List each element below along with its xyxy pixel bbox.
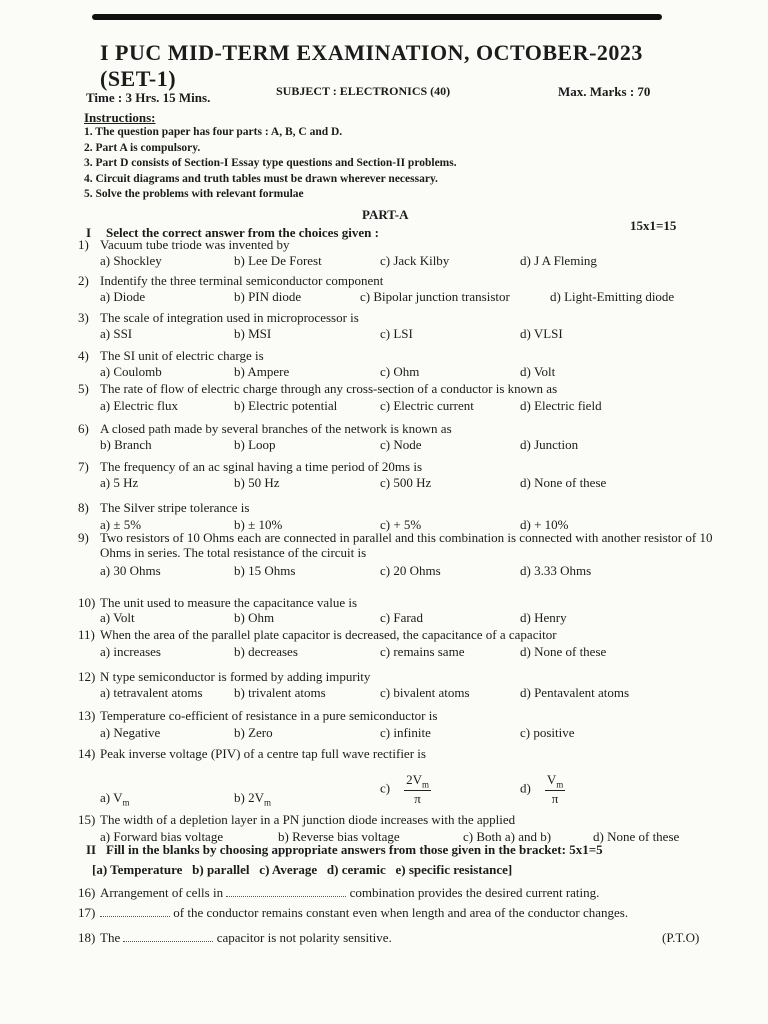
answer-option[interactable] xyxy=(100,790,130,808)
answer-option-label: a) tetravalent atoms xyxy=(100,685,203,700)
answer-option[interactable] xyxy=(380,725,431,741)
answer-option[interactable] xyxy=(520,437,578,453)
answer-option[interactable] xyxy=(100,326,132,342)
answer-option[interactable] xyxy=(234,437,276,453)
answer-option-label: c) positive xyxy=(520,725,575,740)
fraction-numerator: V xyxy=(546,772,557,787)
answer-option-label: c) 500 Hz xyxy=(380,475,432,490)
instruction-item: 2. Part A is compulsory. xyxy=(84,142,201,154)
answer-option-label: a) 30 Ohms xyxy=(100,563,161,578)
answer-option-label: b) Ampere xyxy=(234,364,290,379)
answer-option[interactable] xyxy=(100,563,161,579)
answer-option-label: c) + 5% xyxy=(380,517,422,532)
answer-option[interactable] xyxy=(100,475,138,491)
answer-option[interactable] xyxy=(520,685,629,701)
answer-option-label: d) None of these xyxy=(520,644,607,659)
answer-option[interactable] xyxy=(234,326,271,342)
instruction-item: 3. Part D consists of Section-I Essay type questions and Section-II problems. xyxy=(84,157,457,169)
answer-option[interactable] xyxy=(520,725,575,741)
answer-option-label: a) 5 Hz xyxy=(100,475,139,490)
answer-option[interactable] xyxy=(520,326,563,342)
answer-option[interactable] xyxy=(234,398,337,414)
fill-text-after: of the conductor remains constant even when length and area of the conductor changes. xyxy=(173,905,629,920)
answer-option[interactable] xyxy=(234,364,289,380)
answer-option[interactable] xyxy=(380,398,474,414)
instructions-heading: Instructions: xyxy=(84,110,156,125)
answer-option-label: a) Coulomb xyxy=(100,364,162,379)
answer-option-label: a) increases xyxy=(100,644,161,659)
question-number: 2) xyxy=(78,273,89,288)
answer-option-label: a) V xyxy=(100,790,123,805)
fill-text-after: capacitor is not polarity sensitive. xyxy=(216,930,392,945)
exam-title: I PUC MID-TERM EXAMINATION, OCTOBER-2023 (SET-1) xyxy=(100,40,643,91)
top-border-bar xyxy=(92,14,662,20)
answer-option-label: a) Negative xyxy=(100,725,161,740)
answer-option[interactable] xyxy=(234,253,322,269)
section-1-instruction: Select the correct answer from the choices given : xyxy=(106,225,379,240)
answer-option-label: a) Forward bias voltage xyxy=(100,829,224,844)
page-turn-note: (P.T.O) xyxy=(662,930,700,945)
answer-option-label: c) xyxy=(380,780,391,796)
answer-option-label: c) Electric current xyxy=(380,398,474,413)
answer-option-label: d) xyxy=(520,780,531,796)
section-1-marks: 15x1=15 xyxy=(630,218,677,233)
answer-option-label: a) SSI xyxy=(100,326,133,341)
question-text: The width of a depletion layer in a PN junction diode increases with the applied xyxy=(100,812,516,827)
answer-option[interactable] xyxy=(520,364,555,380)
answer-option[interactable] xyxy=(234,563,295,579)
question-number: 13) xyxy=(78,708,96,723)
subscript-m: m xyxy=(263,797,271,808)
answer-option-label: a) Shockley xyxy=(100,253,162,268)
answer-option-label: d) + 10% xyxy=(520,517,569,532)
question-text: The SI unit of electric charge is xyxy=(100,348,264,363)
answer-option-label: d) Pentavalent atoms xyxy=(520,685,630,700)
answer-option-label: b) Reverse bias voltage xyxy=(278,829,400,844)
question-number: 6) xyxy=(78,421,89,436)
answer-option[interactable] xyxy=(380,437,422,453)
question-text: Temperature co-efficient of resistance in a pure semiconductor is xyxy=(100,708,438,723)
question-number: 15) xyxy=(78,812,96,827)
subscript-m: m xyxy=(556,779,564,790)
answer-option-label: b) trivalent atoms xyxy=(234,685,326,700)
answer-option-label: b) Zero xyxy=(234,725,273,740)
question-number: 8) xyxy=(78,500,89,515)
answer-option[interactable] xyxy=(100,398,178,414)
question-text: The rate of flow of electric charge through any cross-section of a conductor is known as xyxy=(100,381,558,396)
question-number: 4) xyxy=(78,348,89,363)
fill-text-before: The xyxy=(100,930,121,945)
answer-option-label: a) ± 5% xyxy=(100,517,142,532)
answer-option-label: b) MSI xyxy=(234,326,272,341)
answer-option[interactable] xyxy=(380,685,470,701)
question-number: 11) xyxy=(78,627,95,642)
answer-option[interactable] xyxy=(100,253,162,269)
answer-option[interactable] xyxy=(234,725,273,741)
question-text: Peak inverse voltage (PIV) of a centre tap full wave rectifier is xyxy=(100,746,426,761)
answer-option[interactable] xyxy=(520,253,597,269)
answer-option[interactable] xyxy=(380,364,419,380)
answer-option-label: b) 50 Hz xyxy=(234,475,280,490)
question-number: 18) xyxy=(78,930,96,945)
fraction xyxy=(545,772,565,807)
answer-blank[interactable] xyxy=(123,941,213,942)
answer-option[interactable] xyxy=(520,644,606,660)
answer-option-label: b) Loop xyxy=(234,437,276,452)
answer-option-label: d) Light-Emitting diode xyxy=(550,289,675,304)
question-number: 3) xyxy=(78,310,89,325)
answer-option[interactable] xyxy=(100,644,161,660)
question-text: When the area of the parallel plate capacitor is decreased, the capacitance of a capacitor xyxy=(100,627,557,642)
question-text: The unit used to measure the capacitance value is xyxy=(100,595,358,610)
fraction-denominator: π xyxy=(414,790,421,806)
answer-option[interactable] xyxy=(380,475,431,491)
answer-option-label: c) remains same xyxy=(380,644,465,659)
answer-option[interactable] xyxy=(100,437,152,453)
answer-blank[interactable] xyxy=(226,896,346,897)
answer-option[interactable] xyxy=(234,790,271,808)
answer-option-label: c) infinite xyxy=(380,725,431,740)
answer-option-label: b) Electric potential xyxy=(234,398,338,413)
question-text: Indentify the three terminal semiconductor component xyxy=(100,273,384,288)
question-number: 1) xyxy=(78,237,89,252)
question-number: 16) xyxy=(78,885,96,900)
question-text: The scale of integration used in microprocessor is xyxy=(100,310,359,325)
answer-option-label: d) Henry xyxy=(520,610,567,625)
fraction-denominator: π xyxy=(551,790,559,806)
answer-option[interactable] xyxy=(100,725,160,741)
instruction-item: 4. Circuit diagrams and truth tables must be drawn wherever necessary. xyxy=(84,173,438,185)
section-2-choices: [a) Temperature b) parallel c) Average d) ceramic e) specific resistance] xyxy=(92,862,513,877)
fraction xyxy=(404,772,431,807)
question-text: The Silver stripe tolerance is xyxy=(100,500,250,515)
answer-option[interactable] xyxy=(234,475,280,491)
answer-option-label: c) Ohm xyxy=(380,364,420,379)
answer-option[interactable] xyxy=(380,563,441,579)
answer-option[interactable] xyxy=(234,289,301,305)
answer-blank[interactable] xyxy=(100,916,170,917)
fraction-numerator: 2V xyxy=(406,772,422,787)
answer-option[interactable] xyxy=(520,772,565,807)
question-text: N type semiconductor is formed by adding impurity xyxy=(100,669,371,684)
instruction-item: 1. The question paper has four parts : A, B, C and D. xyxy=(84,126,343,138)
answer-option[interactable] xyxy=(380,253,449,269)
question-number: 17) xyxy=(78,905,96,920)
fill-text-before: Arrangement of cells in xyxy=(100,885,224,900)
section-1-number: I xyxy=(86,225,92,240)
answer-option-label: d) J A Fleming xyxy=(520,253,597,268)
answer-option[interactable] xyxy=(380,610,423,626)
answer-option[interactable] xyxy=(380,644,464,660)
answer-option[interactable] xyxy=(100,685,203,701)
answer-option-label: c) Bipolar junction transistor xyxy=(360,289,510,304)
section-2-number: II xyxy=(86,842,97,857)
question-text: The frequency of an ac sginal having a time period of 20ms is xyxy=(100,459,423,474)
answer-option-label: d) 3.33 Ohms xyxy=(520,563,592,578)
answer-option-label: a) Electric flux xyxy=(100,398,178,413)
question-text: Two resistors of 10 Ohms each are connected in parallel and this combination is connected with another resistor of 10 Ohms in series. The total resistance of the circuit is xyxy=(100,530,713,560)
answer-option[interactable] xyxy=(100,610,135,626)
answer-option-label: a) Volt xyxy=(100,610,135,625)
answer-option[interactable] xyxy=(520,475,606,491)
answer-option[interactable] xyxy=(520,398,602,414)
answer-option[interactable] xyxy=(234,685,326,701)
fill-text-after: combination provides the desired current rating. xyxy=(349,885,600,900)
answer-option-label: d) Volt xyxy=(520,364,556,379)
question-number: 14) xyxy=(78,746,96,761)
answer-option-label: b) 15 Ohms xyxy=(234,563,296,578)
answer-option-label: c) Farad xyxy=(380,610,423,625)
answer-option-label: c) bivalent atoms xyxy=(380,685,470,700)
question-text: A closed path made by several branches of the network is known as xyxy=(100,421,452,436)
answer-option-label: a) Diode xyxy=(100,289,146,304)
answer-option-label: b) ± 10% xyxy=(234,517,283,532)
answer-option-label: d) Junction xyxy=(520,437,579,452)
answer-option-label: c) Jack Kilby xyxy=(380,253,450,268)
answer-option-label: b) Lee De Forest xyxy=(234,253,322,268)
answer-option-label: c) 20 Ohms xyxy=(380,563,441,578)
answer-option-label: c) Both a) and b) xyxy=(463,829,552,844)
answer-option-label: b) PIN diode xyxy=(234,289,302,304)
exam-subject: SUBJECT : ELECTRONICS (40) xyxy=(276,84,451,98)
answer-option-label: b) Ohm xyxy=(234,610,275,625)
answer-option-label: b) decreases xyxy=(234,644,298,659)
answer-option[interactable] xyxy=(550,289,674,305)
exam-time: Time : 3 Hrs. 15 Mins. xyxy=(86,90,211,105)
answer-option[interactable] xyxy=(100,289,145,305)
question-number: 9) xyxy=(78,530,89,545)
subscript-m: m xyxy=(422,779,430,790)
question-number: 12) xyxy=(78,669,96,684)
answer-option[interactable] xyxy=(380,772,431,807)
answer-option-label: c) Node xyxy=(380,437,422,452)
answer-option[interactable] xyxy=(360,289,510,305)
question-text: Vacuum tube triode was invented by xyxy=(100,237,290,252)
section-2-instruction: Fill in the blanks by choosing appropriate answers from those given in the bracket: 5x1=5 xyxy=(106,842,603,857)
answer-option-label: d) Electric field xyxy=(520,398,602,413)
part-a-heading: PART-A xyxy=(362,207,409,222)
answer-option[interactable] xyxy=(520,610,567,626)
answer-option[interactable] xyxy=(520,563,591,579)
answer-option-label: b) 2V xyxy=(234,790,264,805)
answer-option-label: d) VLSI xyxy=(520,326,563,341)
answer-option-label: b) Branch xyxy=(100,437,152,452)
question-number: 7) xyxy=(78,459,89,474)
answer-option-label: d) None of these xyxy=(520,475,607,490)
subscript-m: m xyxy=(122,797,130,808)
answer-option-label: c) LSI xyxy=(380,326,413,341)
question-number: 5) xyxy=(78,381,89,396)
answer-option[interactable] xyxy=(100,364,162,380)
max-marks: Max. Marks : 70 xyxy=(558,84,651,99)
answer-option[interactable] xyxy=(234,610,274,626)
answer-option-label: d) None of these xyxy=(593,829,680,844)
answer-option[interactable] xyxy=(234,644,298,660)
instruction-item: 5. Solve the problems with relevant formulae xyxy=(84,188,304,200)
answer-option[interactable] xyxy=(380,326,413,342)
question-number: 10) xyxy=(78,595,96,610)
